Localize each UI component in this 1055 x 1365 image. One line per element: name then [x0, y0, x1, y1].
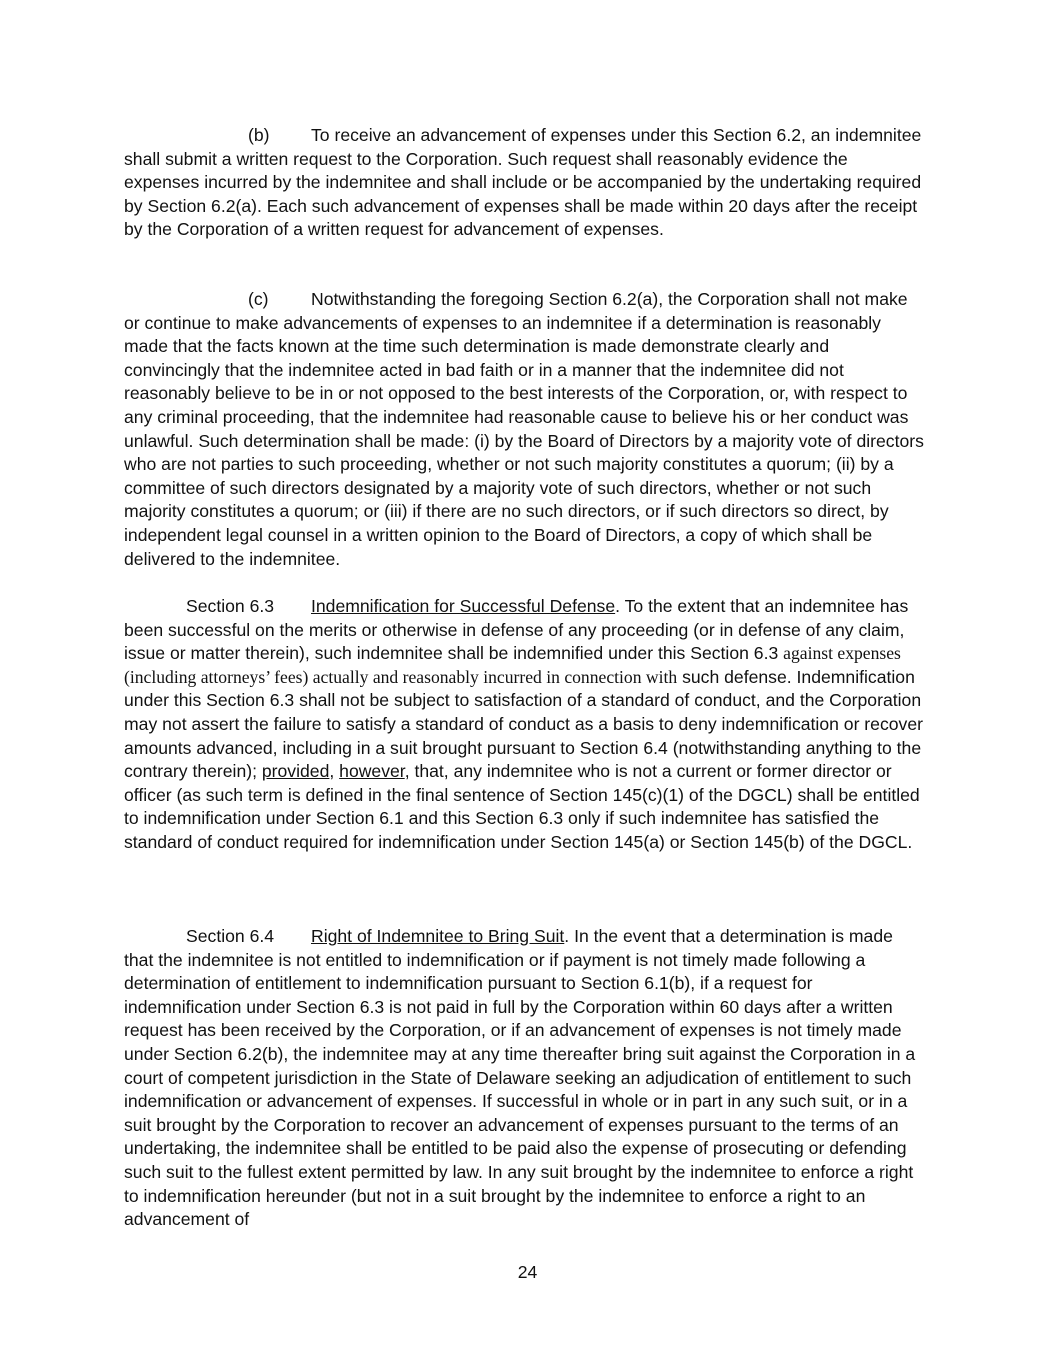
however-term: however — [339, 761, 405, 782]
paragraph-label: (c) — [248, 289, 269, 309]
section-text-part3: , that, any indemnitee who is not a current or former director or officer (as such term is defined in the final sentence of Section 145(c)(1) of the DGCL) shall be entitled to indemnification under Section 6.1 and this Section 6.3 only if such indemnitee has satisfied the standard of conduct required for indemnification under Section 145(a) or Section 145(b) of the DGCL. — [124, 761, 920, 852]
page-number: 24 — [517, 1262, 538, 1282]
section-text-serif: against expenses (including attorneys’ fees) actually and reasonably incurred in connection with — [124, 643, 901, 687]
section-text-part2: such defense. Indemnification under this Section 6.3 shall not be subject to satisfaction of a standard of conduct, and the Corporation may not assert the failure to satisfy a standard of conduct as a basis to deny indemnification or recover amounts advanced, including in a suit brought pursuant to Section 6.4 (notwithstanding anything to the contrary therein); — [124, 666, 923, 782]
paragraph-6-2-b — [124, 124, 926, 242]
paragraph-text: To receive an advancement of expenses under this Section 6.2, an indemnitee shall submit a written request to the Corporation. Such request shall reasonably evidence the expenses incurred by the indemnitee and shall include or be accompanied by the undertaking required by Section 6.2(a). Each such advancement of expenses shall be made within 20 days after the receipt by the Corporation of a written request for advancement of expenses. — [124, 125, 922, 240]
section-text: . In the event that a determination is made that the indemnitee is not entitled to indemnification or if payment is not timely made following a determination of entitlement to indemnification pursuant to Section 6.1(b), if a request for indemnification under Section 6.3 is not paid in full by the Corporation within 60 days after a written request has been received by the Corporation, or if an advancement of expenses is not timely made under Section 6.2(b), the indemnitee may at any time thereafter bring suit against the Corporation in a court of competent jurisdiction in the State of Delaware seeking an adjudication of entitlement to such indemnification or advancement of expenses. If successful in whole or in part in any such suit, or in a suit brought by the Corporation to recover an advancement of expenses pursuant to the terms of an undertaking, the indemnitee shall be entitled to be paid also the expense of prosecuting or defending such suit to the fullest extent permitted by law. In any suit brought by the indemnitee to enforce a right to indemnification hereunder (but not in a suit brought by the indemnitee to enforce a right to an advancement of — [124, 926, 916, 1230]
paragraph-text: Notwithstanding the foregoing Section 6.2(a), the Corporation shall not make or continue to make advancements of expenses to an indemnitee if a determination is reasonably made that the facts known at the time such determination is made demonstrate clearly and convincingly that the indemnitee acted in bad faith or in a manner that the indemnitee did not reasonably believe to be in or not opposed to the best interests of the Corporation, or, with respect to any criminal proceeding, that the indemnitee had reasonable cause to believe his or her conduct was unlawful. Such determination shall be made: (i) by the Board of Directors by a majority vote of directors who are not parties to such proceeding, whether or not such majority constitutes a quorum; (ii) by a committee of such directors designated by a majority vote of such directors, whether or not such majority constitutes a quorum; or (iii) if there are no such directors, or if such directors so direct, by independent legal counsel in a written opinion to the Board of Directors, a copy of which shall be delivered to the indemnitee. — [124, 289, 924, 569]
section-6-4 — [124, 925, 926, 1232]
section-label: Section 6.4 — [186, 926, 275, 946]
section-label: Section 6.3 — [186, 596, 275, 616]
comma: , — [329, 761, 335, 782]
section-6-3 — [124, 595, 926, 855]
section-heading: Indemnification for Successful Defense — [311, 596, 616, 616]
provided-term: provided — [261, 761, 330, 782]
section-heading: Right of Indemnitee to Bring Suit — [311, 926, 565, 946]
section-text-part1: . To the extent that an indemnitee has been successful on the merits or otherwise in defense of any proceeding (or in defense of any claim, issue or matter therein), such indemnitee shall be indemnified under this Section 6.3 — [124, 596, 909, 664]
paragraph-label: (b) — [248, 125, 270, 145]
paragraph-6-2-c — [124, 288, 926, 571]
